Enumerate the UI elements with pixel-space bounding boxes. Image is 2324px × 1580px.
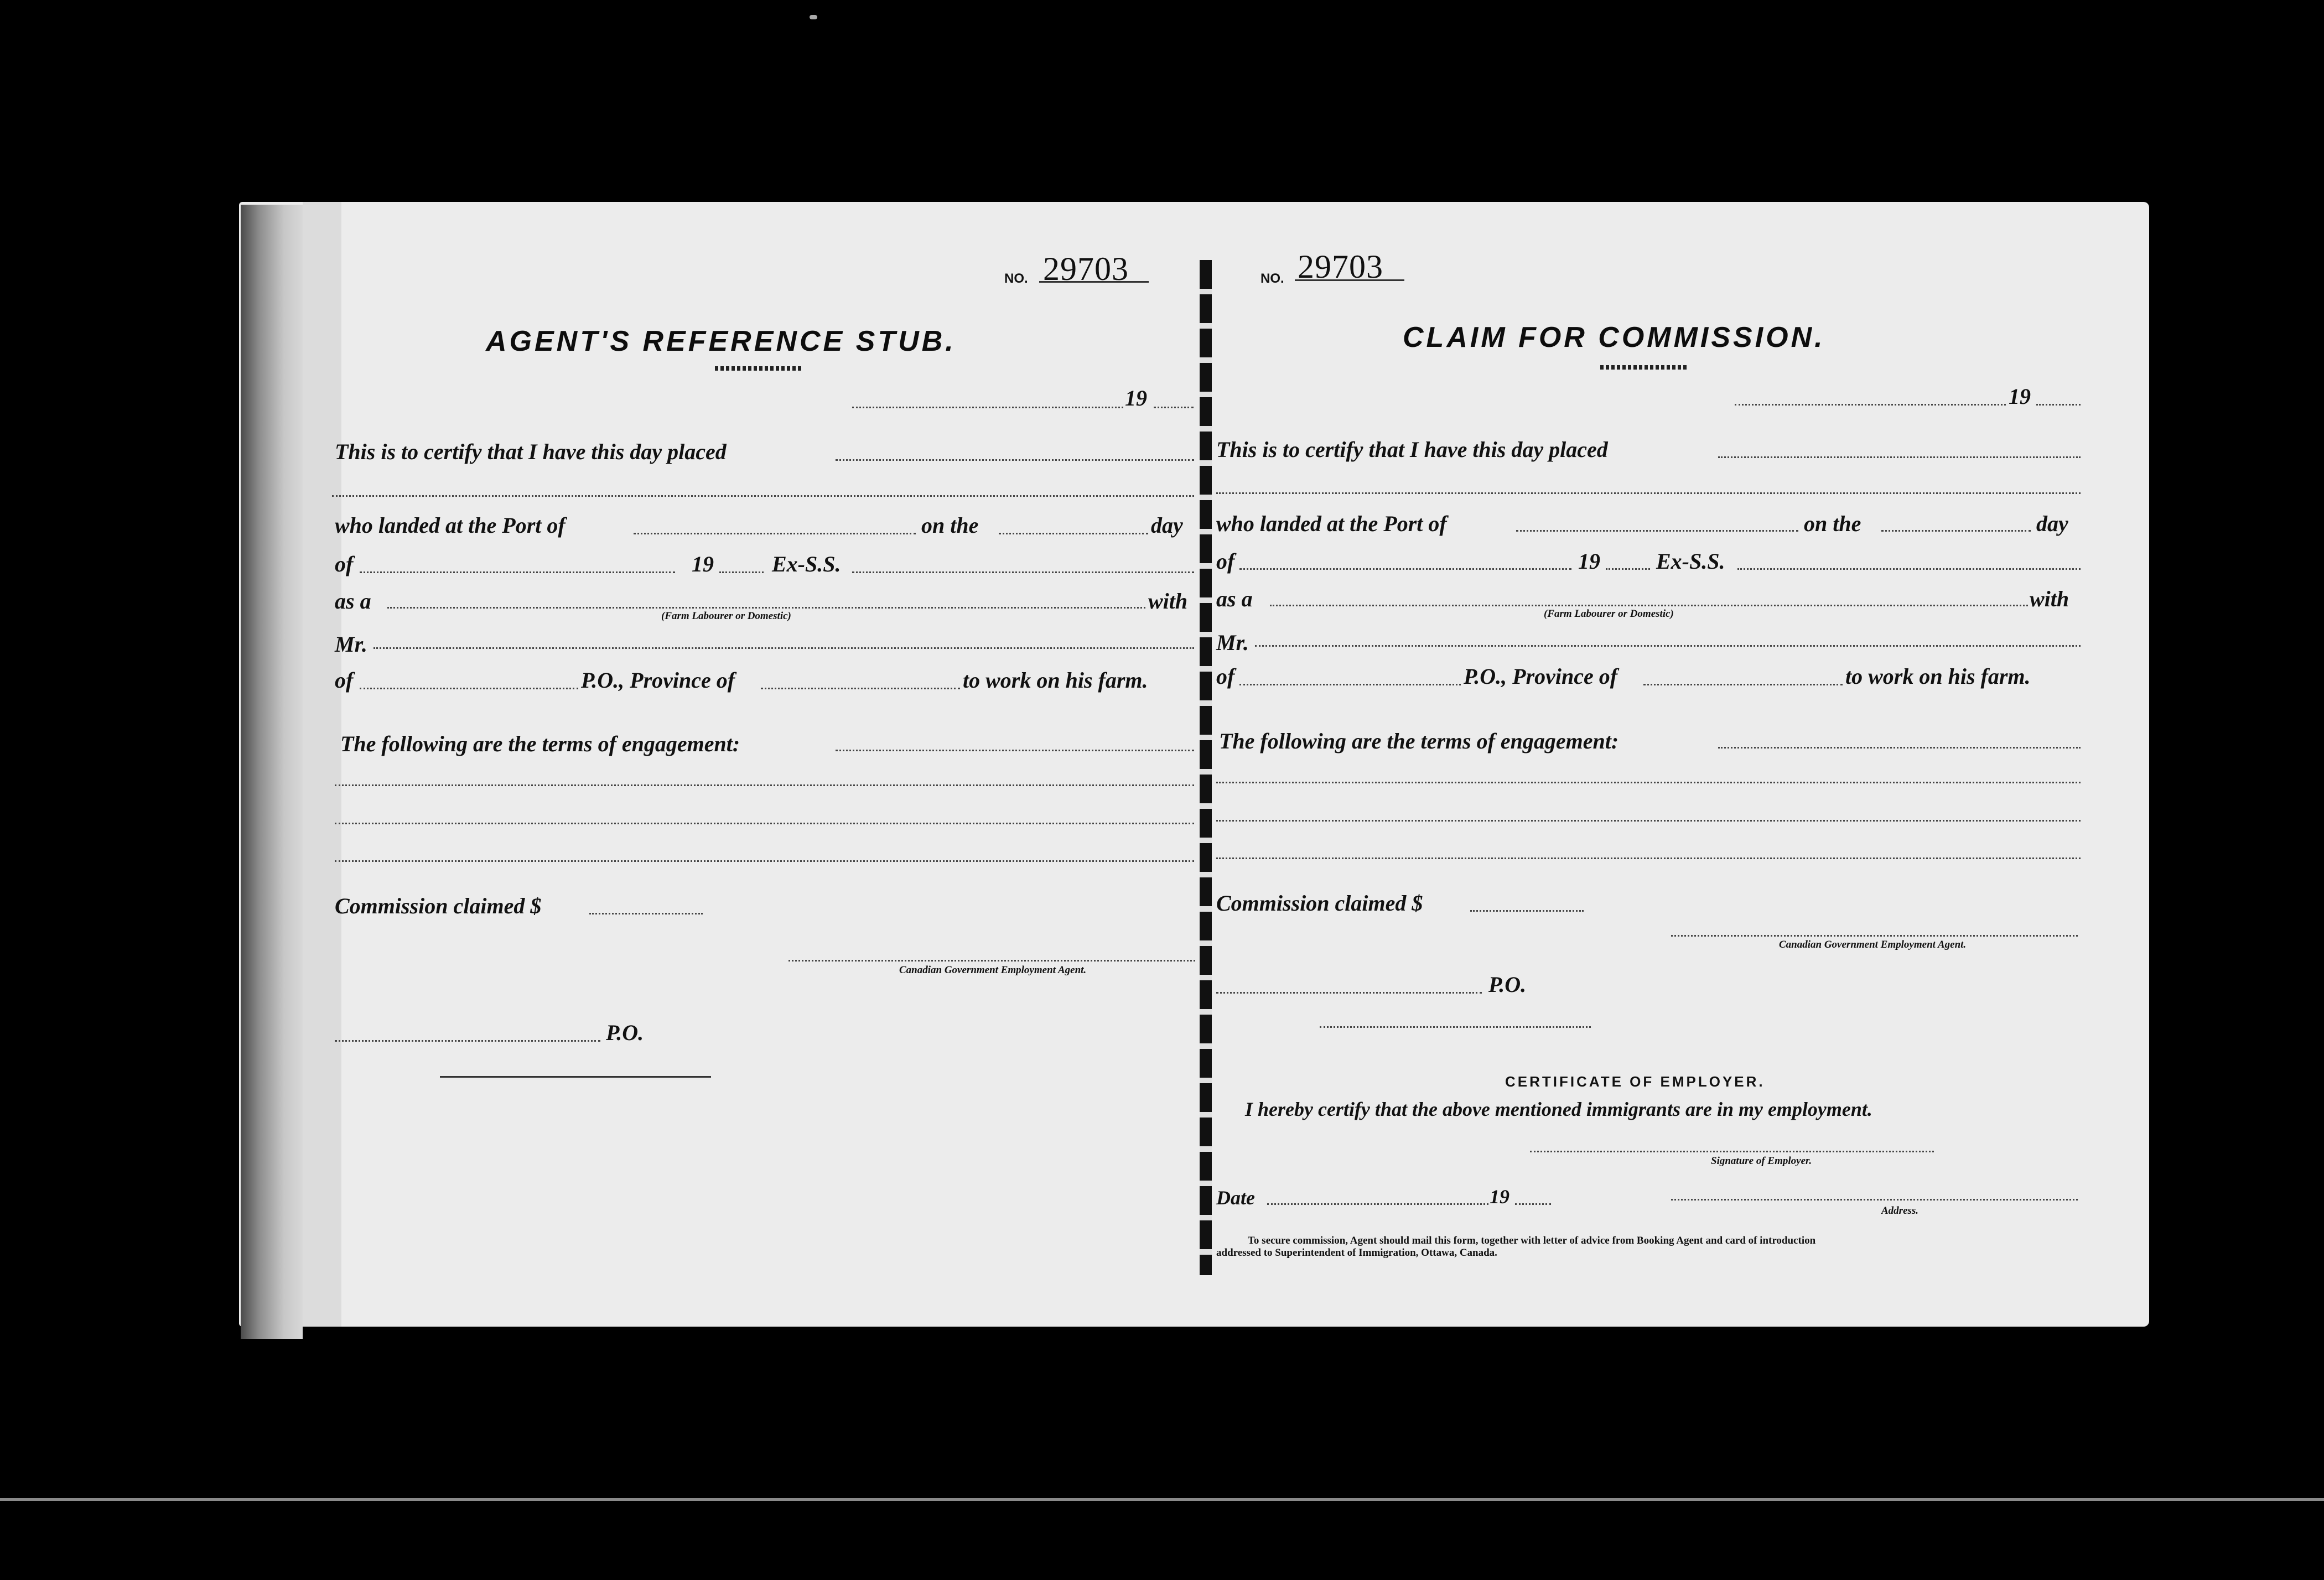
- claim-terms-line-2: [1216, 782, 2081, 783]
- claim-ship-line: [1737, 568, 2081, 570]
- claim-po-province: P.O., Province of: [1464, 664, 1618, 689]
- po-line: [335, 1040, 600, 1042]
- claim-commission: Commission claimed $: [1216, 891, 1423, 916]
- claim-serial-number: 29703: [1298, 248, 1383, 285]
- stub-year-label: 19: [1125, 386, 1147, 410]
- terms-line-3: [335, 823, 1194, 824]
- date-label: Date: [1216, 1187, 1255, 1209]
- claim-mr: Mr.: [1216, 630, 1249, 655]
- claim-year-line: [2036, 404, 2081, 406]
- claim-exss: Ex-S.S.: [1656, 549, 1725, 574]
- claim-placed-line-2: [1216, 492, 2081, 494]
- claim-year-label: 19: [2009, 384, 2031, 409]
- stub-certify-text: This is to certify that I have this day placed: [335, 439, 727, 464]
- year2-line: [719, 571, 764, 573]
- stub-work: to work on his farm.: [963, 668, 1148, 693]
- cert-date-line: [1267, 1203, 1488, 1205]
- province-line: [761, 688, 960, 689]
- claim-year2: 19: [1578, 549, 1600, 574]
- card-spine-edge: [241, 205, 303, 1339]
- claim-employer-line: [1255, 645, 2081, 647]
- stub-year2: 19: [692, 552, 714, 576]
- stub-commission: Commission claimed $: [335, 893, 542, 918]
- claim-terms: The following are the terms of engagement:: [1219, 729, 1619, 753]
- claim-province-line: [1643, 684, 1843, 685]
- claim-address-line: [1320, 1026, 1591, 1028]
- stub-title: AGENT'S REFERENCE STUB.: [486, 325, 956, 357]
- year-line: [1154, 407, 1194, 408]
- title-flourish: [715, 366, 803, 371]
- address-label: Address.: [1881, 1205, 1919, 1217]
- claim-commission-line: [1470, 910, 1584, 912]
- stub-on-the: on the: [921, 513, 979, 538]
- date-line: [852, 407, 1123, 408]
- terms-line-4: [335, 860, 1194, 862]
- footnote-line-2: addressed to Superintendent of Immigration, Ottawa, Canada.: [1216, 1247, 1497, 1259]
- claim-no-label: NO.: [1260, 271, 1284, 286]
- commission-line: [589, 913, 703, 914]
- stub-terms: The following are the terms of engagement:: [340, 731, 740, 756]
- claim-landed-text: who landed at the Port of: [1216, 511, 1447, 536]
- stub-of: of: [335, 552, 354, 576]
- stub-po: P.O.: [606, 1020, 644, 1045]
- scan-bottom-rule: [0, 1498, 2324, 1501]
- perforation-divider: [1200, 260, 1212, 1275]
- claim-placed-line: [1718, 456, 2081, 458]
- claim-terms-line-1: [1718, 747, 2081, 749]
- claim-as-a: as a: [1216, 586, 1253, 611]
- claim-with: with: [2030, 586, 2069, 611]
- footnote-line-1: To secure commission, Agent should mail this form, together with letter of advice from Booking Agent and card of introduction: [1248, 1235, 1816, 1246]
- stub-serial-number: 29703: [1043, 251, 1129, 287]
- claim-month-line: [1239, 568, 1571, 570]
- serial-underline: [1039, 281, 1149, 283]
- claim-farm-note: (Farm Labourer or Domestic): [1544, 608, 1674, 620]
- claim-po: P.O.: [1488, 972, 1527, 997]
- claim-town-line: [1239, 684, 1461, 685]
- claim-of2: of: [1216, 664, 1235, 689]
- stub-of2: of: [335, 668, 354, 693]
- claim-year2-line: [1606, 568, 1650, 570]
- card-left-margin: [303, 202, 341, 1327]
- claim-title-flourish: [1600, 365, 1689, 370]
- month-line: [360, 571, 675, 573]
- employer-line: [374, 647, 1194, 649]
- stub-po-province: P.O., Province of: [581, 668, 735, 693]
- occupation-line: [387, 607, 1145, 609]
- claim-port-line: [1516, 530, 1798, 532]
- terms-line-1: [836, 750, 1194, 751]
- certificate-heading: CERTIFICATE OF EMPLOYER.: [1505, 1073, 1765, 1090]
- claim-agent-sig-line: [1671, 935, 2078, 937]
- stub-day: day: [1151, 513, 1183, 538]
- claim-day: day: [2036, 511, 2068, 536]
- stub-with: with: [1148, 589, 1188, 614]
- claim-agent-sig: Canadian Government Employment Agent.: [1779, 939, 1967, 950]
- claim-terms-line-4: [1216, 857, 2081, 859]
- stub-exss: Ex-S.S.: [772, 552, 841, 576]
- cert-year-line: [1515, 1203, 1551, 1205]
- employer-sig-line: [1530, 1151, 1934, 1152]
- certificate-text: I hereby certify that the above mentioned immigrants are in my employment.: [1245, 1098, 1872, 1120]
- claim-serial-underline: [1295, 279, 1404, 281]
- claim-title: CLAIM FOR COMMISSION.: [1403, 321, 1825, 354]
- form-card: [239, 202, 2149, 1327]
- claim-po-line: [1216, 992, 1482, 994]
- claim-occupation-line: [1270, 605, 2028, 606]
- claim-work: to work on his farm.: [1845, 664, 2031, 689]
- employer-sig-label: Signature of Employer.: [1711, 1155, 1812, 1167]
- cert-year-label: 19: [1490, 1186, 1509, 1208]
- claim-date-line: [1735, 404, 2006, 406]
- scan-speck: [810, 15, 817, 19]
- port-line: [634, 533, 916, 534]
- claim-of: of: [1216, 549, 1235, 574]
- placed-line: [836, 459, 1194, 461]
- stub-as-a: as a: [335, 589, 371, 614]
- placed-line-2: [332, 495, 1194, 497]
- claim-day-line: [1881, 530, 2031, 532]
- terms-line-2: [335, 784, 1194, 786]
- claim-certify-text: This is to certify that I have this day placed: [1216, 437, 1608, 462]
- agent-sig-line: [788, 960, 1195, 961]
- stub-landed-text: who landed at the Port of: [335, 513, 566, 538]
- town-line: [360, 688, 578, 689]
- stub-no-label: NO.: [1004, 271, 1028, 286]
- address-line: [440, 1076, 711, 1078]
- ship-line: [852, 571, 1194, 573]
- claim-on-the: on the: [1804, 511, 1861, 536]
- employer-address-line: [1671, 1199, 2078, 1200]
- day-line: [999, 533, 1148, 534]
- claim-terms-line-3: [1216, 820, 2081, 822]
- stub-agent-sig: Canadian Government Employment Agent.: [899, 964, 1087, 976]
- stub-mr: Mr.: [335, 632, 367, 657]
- stub-farm-note: (Farm Labourer or Domestic): [661, 610, 791, 622]
